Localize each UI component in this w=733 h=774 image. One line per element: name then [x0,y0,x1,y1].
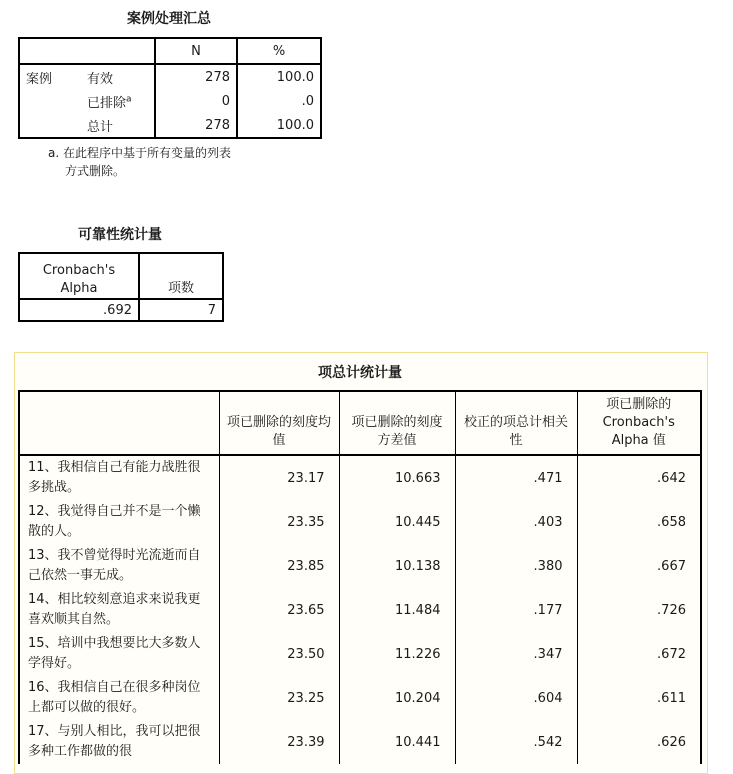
table-header-row [19,38,321,64]
table-row [19,64,321,89]
header-cell [19,391,219,455]
case-summary-title: 案例处理汇总 [127,11,211,27]
reliability-title: 可靠性统计量 [78,227,162,243]
alpha-if-deleted-value: .658 [577,500,701,544]
row-n: 0 [155,89,237,113]
header-alpha-if-deleted: 项已删除的 Cronbach's Alpha 值 [577,391,701,455]
alpha-if-deleted-value: .611 [577,676,701,720]
alpha-if-deleted-value: .726 [577,588,701,632]
table-row [19,299,223,321]
item-total-correlation-value: .604 [455,676,577,720]
table-header-row [19,391,701,455]
table-row [19,455,701,500]
item-total-correlation-value: .471 [455,455,577,500]
item-total-correlation-value: .347 [455,632,577,676]
item-total-title: 项总计统计量 [318,365,402,381]
item-count-value: 7 [139,299,223,321]
scale-mean-value: 23.25 [219,676,339,720]
scale-mean-value: 23.50 [219,632,339,676]
table-row [19,113,321,138]
scale-mean-value: 23.17 [219,455,339,500]
item-label: 12、我觉得自己并不是一个懒散的人。 [19,500,219,544]
alpha-if-deleted-value: .642 [577,455,701,500]
item-label: 14、相比较刻意追求来说我更喜欢顺其自然。 [19,588,219,632]
case-summary-footnote: a. 在此程序中基于所有变量的列表 方式删除。 [48,146,231,178]
header-cronbach-alpha: Cronbach's Alpha [19,253,139,299]
row-group [19,89,81,113]
reliability-table [18,252,224,322]
row-n: 278 [155,113,237,138]
item-total-correlation-value: .380 [455,544,577,588]
header-scale-mean: 项已删除的刻度均值 [219,391,339,455]
alpha-if-deleted-value: .672 [577,632,701,676]
item-total-correlation-value: .542 [455,720,577,764]
scale-mean-value: 23.35 [219,500,339,544]
row-label: 总计 [81,113,155,138]
table-row [19,89,321,113]
item-total-table [18,390,702,764]
item-label: 13、我不曾觉得时光流逝而自己依然一事无成。 [19,544,219,588]
row-pct: .0 [237,89,321,113]
header-cell [81,38,155,64]
item-label: 16、我相信自己在很多种岗位上都可以做的很好。 [19,676,219,720]
alpha-if-deleted-value: .626 [577,720,701,764]
scale-variance-value: 11.484 [339,588,455,632]
item-label: 17、与别人相比，我可以把很多种工作都做的很 [19,720,219,764]
scale-variance-value: 10.204 [339,676,455,720]
row-label: 已排除$^a$ [87,94,132,111]
table-header-row [19,253,223,299]
table-row [19,676,701,720]
item-total-correlation-value: .177 [455,588,577,632]
table-row [19,632,701,676]
table-row [19,588,701,632]
scale-variance-value: 10.138 [339,544,455,588]
header-item-total-correlation: 校正的项总计相关性 [455,391,577,455]
scale-mean-value: 23.39 [219,720,339,764]
table-row [19,720,701,764]
scale-variance-value: 10.663 [339,455,455,500]
scale-mean-value: 23.65 [219,588,339,632]
row-group: 案例 [19,64,81,89]
row-n: 278 [155,64,237,89]
item-rows [19,455,701,764]
item-total-correlation-value: .403 [455,500,577,544]
alpha-value: .692 [19,299,139,321]
row-pct: 100.0 [237,113,321,138]
item-label: 11、我相信自己有能力战胜很多挑战。 [19,455,219,500]
header-n: N [155,38,237,64]
header-item-count: 项数 [139,253,223,299]
row-pct: 100.0 [237,64,321,89]
case-summary-table [18,37,322,139]
header-pct: % [237,38,321,64]
table-row [19,500,701,544]
scale-variance-value: 10.445 [339,500,455,544]
row-group [19,113,81,138]
header-scale-variance: 项已删除的刻度方差值 [339,391,455,455]
alpha-if-deleted-value: .667 [577,544,701,588]
table-row [19,544,701,588]
item-label: 15、培训中我想要比大多数人学得好。 [19,632,219,676]
scale-mean-value: 23.85 [219,544,339,588]
scale-variance-value: 11.226 [339,632,455,676]
scale-variance-value: 10.441 [339,720,455,764]
header-cell [19,38,81,64]
footnote-marker: a [126,94,132,105]
row-label: 有效 [87,71,114,87]
